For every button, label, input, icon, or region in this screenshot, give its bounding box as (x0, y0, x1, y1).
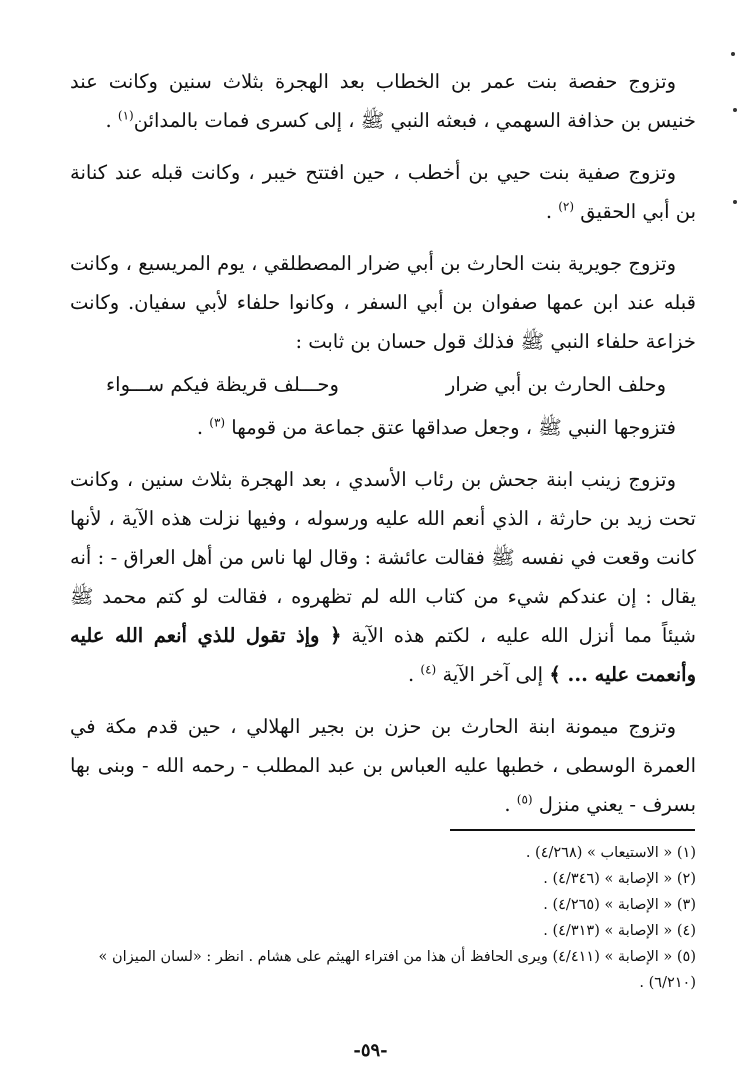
page-body (70, 62, 696, 837)
footnote-ref[interactable]: (٣) (209, 415, 226, 430)
paragraph-text-end: إلى آخر الآية (442, 663, 550, 686)
scan-speck (731, 52, 735, 56)
footnote-divider (450, 829, 695, 831)
paragraph-juwayriya (70, 244, 696, 361)
paragraph-hafsa (70, 62, 696, 140)
footnote-2: (٢) « الإصابة » (٤/٣٤٦) . (543, 871, 696, 887)
paragraph-maymuna (70, 707, 696, 824)
poetry-verse (106, 365, 666, 404)
paragraph-tail: . (408, 663, 421, 686)
scan-speck (733, 108, 737, 112)
verse-hemistich-left: وحـــلف قريظة فيكم ســـواء (106, 373, 339, 396)
page-number: -٥٩- (353, 1040, 388, 1061)
paragraph-text: وتزوج حفصة بنت عمر بن الخطاب بعد الهجرة بثلاث سنين وكانت عند خنيس بن حذافة السهمي ، فبعثه النبي ﷺ ، إلى كسرى فمات بالمدائن (70, 70, 696, 132)
verse-hemistich-right: وحلف الحارث بن أبي ضرار (445, 373, 666, 396)
footnote-1: (١) « الاستيعاب » (٤/٢٦٨) . (525, 845, 696, 861)
scan-speck (733, 200, 737, 204)
footnote-4: (٤) « الإصابة » (٤/٣١٣) . (543, 923, 696, 939)
paragraph-text: وتزوج ميمونة ابنة الحارث بن حزن بن بجير الهلالي ، حين قدم مكة في العمرة الوسطى ، خطبها عليه العباس بن عبد المطلب - رحمه الله - وبنى بها بسرف - يعني منزل (70, 715, 696, 816)
footnote-ref[interactable]: (٢) (558, 199, 575, 214)
footnote-5: (٥) « الإصابة » (٤/٤١١) ويرى الحافظ أن هذا من افتراء الهيثم على هشام . انظر : «لسان الميزان » (٦/٢١٠) . (98, 949, 696, 991)
paragraph-text: وتزوج زينب ابنة جحش بن رئاب الأسدي ، بعد الهجرة بثلاث سنين ، وكانت تحت زيد بن حارثة ، الذي أنعم الله عليه ورسوله ، وفيها نزلت هذه الآية ، لأنها كانت وقعت في نفسه ﷺ فقالت عائشة : وقال لها ناس من أهل العراق - : أنه يقال : إن عندكم شيء من كتاب الله لم تظهروه ، فقالت لو كتم محمد ﷺ شيئاً مما أنزل الله عليه ، لكتم هذه الآية (70, 468, 696, 647)
paragraph-safiyya (70, 153, 696, 231)
paragraph-after-verse (70, 408, 696, 447)
footnote-ref[interactable]: (٥) (516, 792, 533, 807)
paragraph-tail: . (105, 109, 118, 132)
paragraph-text: فتزوجها النبي ﷺ ، وجعل صداقها عتق جماعة من قومها (231, 416, 676, 439)
paragraph-tail: . (545, 200, 559, 223)
quran-quote: ﴿ وإذ تقول للذي أنعم الله عليه وأنعمت عليه ... ﴾ (70, 624, 696, 686)
footnotes (70, 840, 696, 996)
footnote-ref[interactable]: (٤) (420, 662, 437, 677)
footnote-ref[interactable]: (١) (117, 108, 134, 123)
paragraph-tail: . (504, 793, 517, 816)
paragraph-zaynab (70, 460, 696, 694)
paragraph-text: وتزوج صفية بنت حيي بن أخطب ، حين افتتح خيبر ، وكانت قبله عند كنانة بن أبي الحقيق (70, 161, 696, 223)
paragraph-tail: . (196, 416, 210, 439)
paragraph-text: وتزوج جويرية بنت الحارث بن أبي ضرار المصطلقي ، يوم المريسيع ، وكانت قبله عند ابن عمها صفوان بن أبي السفر ، وكانوا حلفاء لأبي سفيان. وكانت خزاعة حلفاء النبي ﷺ فذلك قول حسان بن ثابت : (70, 252, 696, 353)
footnote-3: (٣) « الإصابة » (٤/٢٦٥) . (543, 897, 696, 913)
